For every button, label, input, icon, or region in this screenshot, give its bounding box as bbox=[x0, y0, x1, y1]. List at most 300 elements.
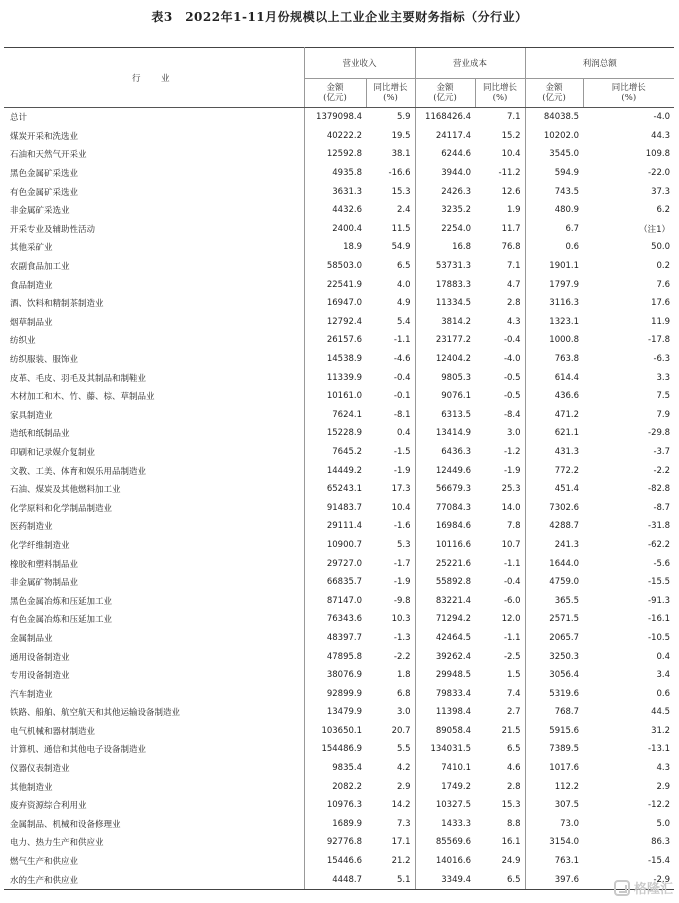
revenue-growth: 5.3 bbox=[396, 539, 411, 550]
header-row-sections bbox=[4, 48, 674, 79]
cost-amount: 23177.2 bbox=[415, 331, 475, 350]
cost-amount: 24117.4 bbox=[415, 127, 475, 146]
revenue-amount: 15228.9 bbox=[326, 428, 362, 439]
cost-growth: -1.2 bbox=[503, 446, 521, 457]
industry-name: 家具制造业 bbox=[4, 406, 304, 425]
revenue-amount: 11339.9 bbox=[326, 372, 362, 383]
cost-growth: -1.9 bbox=[503, 465, 521, 476]
table-row bbox=[4, 350, 674, 369]
industry-name: 皮革、毛皮、羽毛及其制品和制鞋业 bbox=[4, 368, 304, 387]
revenue-growth: 1.8 bbox=[396, 670, 411, 681]
profit-growth: -4.0 bbox=[653, 112, 671, 123]
revenue-amount: 3631.3 bbox=[332, 186, 362, 197]
cost-amount: 55892.8 bbox=[415, 573, 475, 592]
industry-name: 印刷和记录媒介复制业 bbox=[4, 443, 304, 462]
cost-growth: 2.8 bbox=[507, 781, 521, 792]
table-row bbox=[4, 759, 674, 778]
cost-growth: 4.7 bbox=[507, 279, 521, 290]
profit-amount: 763.8 bbox=[525, 350, 583, 369]
table-row bbox=[4, 684, 674, 703]
profit-amount: 4288.7 bbox=[525, 517, 583, 536]
section-header-revenue: 营业收入 bbox=[304, 48, 415, 79]
profit-amount: 3116.3 bbox=[525, 294, 583, 313]
profit-amount: 84038.5 bbox=[525, 108, 583, 127]
profit-amount: 3250.3 bbox=[525, 647, 583, 666]
profit-amount: 365.5 bbox=[525, 591, 583, 610]
profit-growth: 31.2 bbox=[651, 725, 671, 736]
profit-growth: -3.7 bbox=[653, 446, 671, 457]
cost-amount: 6313.5 bbox=[415, 406, 475, 425]
revenue-amount: 10976.3 bbox=[326, 800, 362, 811]
revenue-amount: 29727.0 bbox=[326, 558, 362, 569]
industry-name: 汽车制造业 bbox=[4, 684, 304, 703]
cost-growth: 6.5 bbox=[507, 744, 521, 755]
cost-amount: 6244.6 bbox=[415, 145, 475, 164]
cost-amount: 9076.1 bbox=[415, 387, 475, 406]
cost-growth: 6.5 bbox=[475, 870, 525, 889]
revenue-growth: 14.2 bbox=[391, 800, 411, 811]
revenue-growth: 2.4 bbox=[396, 205, 411, 216]
revenue-growth: 5.1 bbox=[366, 870, 415, 889]
industry-name: 橡胶和塑料制品业 bbox=[4, 554, 304, 573]
cost-growth: -0.4 bbox=[503, 335, 521, 346]
gelonghui-logo-icon bbox=[614, 880, 630, 896]
profit-amount: 2571.5 bbox=[525, 610, 583, 629]
revenue-amount: 15446.6 bbox=[326, 856, 362, 867]
profit-growth: -5.6 bbox=[653, 558, 671, 569]
cost-amount: 12449.6 bbox=[415, 461, 475, 480]
industry-name: 金属制品、机械和设备修理业 bbox=[4, 815, 304, 834]
profit-growth: -82.8 bbox=[648, 484, 671, 495]
table-row bbox=[4, 368, 674, 387]
section-header-cost: 营业成本 bbox=[415, 48, 525, 79]
table-row bbox=[4, 275, 674, 294]
table-row bbox=[4, 498, 674, 517]
profit-amount: 3545.0 bbox=[525, 145, 583, 164]
cost-amount: 89058.4 bbox=[415, 722, 475, 741]
cost-amount: 13414.9 bbox=[415, 424, 475, 443]
revenue-amount: 48397.7 bbox=[326, 632, 362, 643]
revenue-growth: -1.6 bbox=[393, 521, 411, 532]
revenue-growth: 20.7 bbox=[391, 725, 411, 736]
industry-name: 仪器仪表制造业 bbox=[4, 759, 304, 778]
table-row bbox=[4, 554, 674, 573]
profit-amount: 2065.7 bbox=[525, 629, 583, 648]
revenue-amount: 47895.8 bbox=[326, 651, 362, 662]
revenue-growth: -1.9 bbox=[393, 577, 411, 588]
revenue-growth: -8.1 bbox=[393, 409, 411, 420]
table-row bbox=[4, 852, 674, 871]
revenue-growth: 4.2 bbox=[396, 763, 411, 774]
table-row bbox=[4, 815, 674, 834]
profit-growth: 5.0 bbox=[656, 818, 671, 829]
cost-amount: 3235.2 bbox=[415, 201, 475, 220]
revenue-amount: 7624.1 bbox=[332, 409, 362, 420]
industry-name: 造纸和纸制品业 bbox=[4, 424, 304, 443]
table-row bbox=[4, 461, 674, 480]
profit-amount: 112.2 bbox=[525, 777, 583, 796]
revenue-amount: 7645.2 bbox=[332, 446, 362, 457]
watermark bbox=[614, 878, 673, 897]
industry-name: 水的生产和供应业 bbox=[4, 870, 304, 889]
revenue-amount: 76343.6 bbox=[326, 614, 362, 625]
revenue-amount: 12592.8 bbox=[326, 149, 362, 160]
revenue-amount: 40222.2 bbox=[326, 130, 362, 141]
cost-growth: 21.5 bbox=[501, 725, 521, 736]
growth-header: 同比增长 (%) bbox=[366, 79, 415, 108]
profit-growth: 0.2 bbox=[656, 261, 671, 272]
industry-name: 铁路、船舶、航空航天和其他运输设备制造业 bbox=[4, 703, 304, 722]
table-row bbox=[4, 406, 674, 425]
table-body bbox=[4, 108, 674, 890]
revenue-growth: 4.0 bbox=[396, 279, 411, 290]
cost-amount: 1433.3 bbox=[415, 815, 475, 834]
profit-amount: 436.6 bbox=[525, 387, 583, 406]
cost-growth: 25.3 bbox=[501, 484, 521, 495]
profit-amount: 772.2 bbox=[525, 461, 583, 480]
profit-growth: -10.5 bbox=[648, 632, 671, 643]
profit-growth: -2.2 bbox=[653, 465, 671, 476]
revenue-growth: -0.4 bbox=[393, 372, 411, 383]
cost-amount: 10116.6 bbox=[415, 536, 475, 555]
revenue-amount: 14449.2 bbox=[326, 465, 362, 476]
revenue-growth: 4.9 bbox=[396, 298, 411, 309]
revenue-amount: 18.9 bbox=[343, 242, 362, 253]
cost-growth: -1.1 bbox=[503, 558, 521, 569]
profit-amount: 73.0 bbox=[525, 815, 583, 834]
profit-amount: 1901.1 bbox=[525, 257, 583, 276]
profit-amount: 3154.0 bbox=[525, 833, 583, 852]
cost-growth: 14.0 bbox=[501, 502, 521, 513]
revenue-amount: 2400.4 bbox=[332, 223, 362, 234]
cost-amount: 10327.5 bbox=[415, 796, 475, 815]
cost-growth: 76.8 bbox=[501, 242, 521, 253]
amount-header: 金额 (亿元) bbox=[415, 79, 475, 108]
revenue-amount: 92776.8 bbox=[326, 837, 362, 848]
table-row bbox=[4, 703, 674, 722]
industry-name: 医药制造业 bbox=[4, 517, 304, 536]
section-header-profit: 利润总额 bbox=[525, 48, 674, 79]
profit-growth: 44.5 bbox=[651, 707, 671, 718]
industry-name: 专用设备制造业 bbox=[4, 666, 304, 685]
profit-growth: 4.3 bbox=[656, 763, 671, 774]
industry-name: 石油、煤炭及其他燃料加工业 bbox=[4, 480, 304, 499]
industry-name: 通用设备制造业 bbox=[4, 647, 304, 666]
revenue-growth: 10.4 bbox=[391, 502, 411, 513]
profit-amount: 5319.6 bbox=[525, 684, 583, 703]
profit-growth: -12.2 bbox=[648, 800, 671, 811]
table-row bbox=[4, 127, 674, 146]
industry-name: 食品制造业 bbox=[4, 275, 304, 294]
cost-growth: -0.5 bbox=[503, 391, 521, 402]
profit-growth: -17.8 bbox=[648, 335, 671, 346]
revenue-amount: 2082.2 bbox=[332, 781, 362, 792]
industry-name: 电力、热力生产和供应业 bbox=[4, 833, 304, 852]
cost-amount: 71294.2 bbox=[415, 610, 475, 629]
cost-amount: 3944.0 bbox=[415, 164, 475, 183]
cost-growth: -8.4 bbox=[503, 409, 521, 420]
profit-growth: 86.3 bbox=[651, 837, 671, 848]
cost-amount: 83221.4 bbox=[415, 591, 475, 610]
profit-growth: 0.4 bbox=[656, 651, 671, 662]
table-row bbox=[4, 480, 674, 499]
revenue-growth: 11.5 bbox=[391, 223, 411, 234]
industry-name: 烟草制品业 bbox=[4, 313, 304, 332]
cost-growth: 7.8 bbox=[507, 521, 521, 532]
profit-amount: 6.7 bbox=[525, 220, 583, 239]
growth-header: 同比增长 (%) bbox=[475, 79, 525, 108]
cost-amount: 79833.4 bbox=[415, 684, 475, 703]
revenue-amount: 9835.4 bbox=[332, 763, 362, 774]
profit-amount: 1000.8 bbox=[525, 331, 583, 350]
cost-growth: 12.6 bbox=[501, 186, 521, 197]
cost-amount: 25221.6 bbox=[415, 554, 475, 573]
cost-amount: 42464.5 bbox=[415, 629, 475, 648]
industry-name: 非金属矿物制品业 bbox=[4, 573, 304, 592]
cost-amount: 77084.3 bbox=[415, 498, 475, 517]
cost-amount: 134031.5 bbox=[415, 740, 475, 759]
profit-amount: 4759.0 bbox=[525, 573, 583, 592]
cost-amount: 53731.3 bbox=[415, 257, 475, 276]
industry-name: 黑色金属冶炼和压延加工业 bbox=[4, 591, 304, 610]
revenue-growth: 5.9 bbox=[396, 112, 411, 123]
revenue-growth: 3.0 bbox=[396, 707, 411, 718]
cost-growth: -0.4 bbox=[503, 577, 521, 588]
cost-growth: 7.4 bbox=[507, 688, 521, 699]
cost-growth: 8.8 bbox=[507, 818, 521, 829]
cost-growth: 24.9 bbox=[501, 856, 521, 867]
cost-growth: 15.3 bbox=[501, 800, 521, 811]
cost-amount: 2426.3 bbox=[415, 182, 475, 201]
revenue-amount: 4432.6 bbox=[332, 205, 362, 216]
watermark-text: 格隆汇 bbox=[633, 882, 673, 897]
profit-amount: 1644.0 bbox=[525, 554, 583, 573]
cost-amount: 12404.2 bbox=[415, 350, 475, 369]
table-row bbox=[4, 331, 674, 350]
cost-amount: 3814.2 bbox=[415, 313, 475, 332]
industry-header: 行 业 bbox=[4, 48, 304, 108]
revenue-growth: 7.3 bbox=[396, 818, 411, 829]
revenue-growth: -1.7 bbox=[393, 558, 411, 569]
profit-amount: 10202.0 bbox=[525, 127, 583, 146]
table-row bbox=[4, 647, 674, 666]
profit-amount: 3056.4 bbox=[525, 666, 583, 685]
cost-amount: 29948.5 bbox=[415, 666, 475, 685]
table-row bbox=[4, 238, 674, 257]
table-row bbox=[4, 220, 674, 239]
table-row bbox=[4, 870, 674, 889]
cost-growth: -1.1 bbox=[503, 632, 521, 643]
table-row bbox=[4, 294, 674, 313]
revenue-amount: 92899.9 bbox=[326, 688, 362, 699]
profit-growth: 3.3 bbox=[656, 372, 671, 383]
table-row bbox=[4, 108, 674, 127]
revenue-amount: 38076.9 bbox=[326, 670, 362, 681]
profit-amount: 471.2 bbox=[525, 406, 583, 425]
revenue-amount: 4448.7 bbox=[304, 870, 366, 889]
profit-growth: （注1） bbox=[639, 224, 671, 235]
industry-name: 总计 bbox=[4, 108, 304, 127]
industry-name: 计算机、通信和其他电子设备制造业 bbox=[4, 740, 304, 759]
cost-growth: 3.0 bbox=[507, 428, 521, 439]
industry-name: 煤炭开采和洗选业 bbox=[4, 127, 304, 146]
profit-amount: 7302.6 bbox=[525, 498, 583, 517]
industry-name: 电气机械和器材制造业 bbox=[4, 722, 304, 741]
industry-name: 有色金属冶炼和压延加工业 bbox=[4, 610, 304, 629]
revenue-growth: -0.1 bbox=[393, 391, 411, 402]
table-row bbox=[4, 517, 674, 536]
table-row bbox=[4, 536, 674, 555]
revenue-amount: 10900.7 bbox=[326, 539, 362, 550]
cost-amount: 16.8 bbox=[415, 238, 475, 257]
growth-header: 同比增长 (%) bbox=[583, 79, 674, 108]
revenue-growth: 6.8 bbox=[396, 688, 411, 699]
table-row bbox=[4, 833, 674, 852]
profit-amount: 1797.9 bbox=[525, 275, 583, 294]
profit-growth: 7.6 bbox=[656, 279, 671, 290]
revenue-amount: 13479.9 bbox=[326, 707, 362, 718]
revenue-growth: 5.5 bbox=[396, 744, 411, 755]
profit-growth: 2.9 bbox=[656, 781, 671, 792]
table-row bbox=[4, 313, 674, 332]
industry-name: 燃气生产和供应业 bbox=[4, 852, 304, 871]
revenue-growth: 6.5 bbox=[396, 261, 411, 272]
profit-growth: -15.4 bbox=[648, 856, 671, 867]
cost-amount: 85569.6 bbox=[415, 833, 475, 852]
revenue-growth: -1.5 bbox=[393, 446, 411, 457]
table-row bbox=[4, 387, 674, 406]
revenue-amount: 1689.9 bbox=[332, 818, 362, 829]
profit-amount: 0.6 bbox=[525, 238, 583, 257]
financial-indicators-table bbox=[4, 47, 674, 890]
revenue-amount: 91483.7 bbox=[326, 502, 362, 513]
industry-name: 纺织服装、服饰业 bbox=[4, 350, 304, 369]
revenue-amount: 154486.9 bbox=[321, 744, 362, 755]
industry-name: 木材加工和木、竹、藤、棕、草制品业 bbox=[4, 387, 304, 406]
revenue-growth: 17.1 bbox=[391, 837, 411, 848]
cost-growth: 10.7 bbox=[501, 539, 521, 550]
profit-growth: -62.2 bbox=[648, 539, 671, 550]
profit-amount: 743.5 bbox=[525, 182, 583, 201]
profit-amount: 614.4 bbox=[525, 368, 583, 387]
profit-growth: 6.2 bbox=[656, 205, 671, 216]
revenue-growth: -1.9 bbox=[393, 465, 411, 476]
industry-name: 金属制品业 bbox=[4, 629, 304, 648]
profit-growth: 3.4 bbox=[656, 670, 671, 681]
cost-amount: 3349.4 bbox=[415, 870, 475, 889]
revenue-growth: -4.6 bbox=[393, 354, 411, 365]
profit-growth: -2.9 bbox=[583, 870, 674, 889]
profit-growth: 0.6 bbox=[656, 688, 671, 699]
revenue-amount: 29111.4 bbox=[326, 521, 362, 532]
industry-name: 其他制造业 bbox=[4, 777, 304, 796]
revenue-amount: 16947.0 bbox=[326, 298, 362, 309]
table-row bbox=[4, 443, 674, 462]
industry-name: 酒、饮料和精制茶制造业 bbox=[4, 294, 304, 313]
cost-growth: 1.9 bbox=[507, 205, 521, 216]
table-row bbox=[4, 257, 674, 276]
industry-name: 石油和天然气开采业 bbox=[4, 145, 304, 164]
industry-name: 其他采矿业 bbox=[4, 238, 304, 257]
table-row bbox=[4, 796, 674, 815]
revenue-amount: 65243.1 bbox=[326, 484, 362, 495]
cost-growth: -0.5 bbox=[503, 372, 521, 383]
cost-amount: 56679.3 bbox=[415, 480, 475, 499]
industry-name: 纺织业 bbox=[4, 331, 304, 350]
cost-growth: -11.2 bbox=[498, 168, 521, 179]
amount-header: 金额 (亿元) bbox=[304, 79, 366, 108]
profit-amount: 1323.1 bbox=[525, 313, 583, 332]
revenue-growth: -1.3 bbox=[393, 632, 411, 643]
cost-growth: 15.2 bbox=[501, 130, 521, 141]
profit-growth: -29.8 bbox=[648, 428, 671, 439]
profit-growth: -31.8 bbox=[648, 521, 671, 532]
industry-name: 化学原料和化学制品制造业 bbox=[4, 498, 304, 517]
cost-growth: 1.5 bbox=[507, 670, 521, 681]
cost-amount: 9805.3 bbox=[415, 368, 475, 387]
revenue-amount: 103650.1 bbox=[321, 725, 362, 736]
revenue-growth: -2.2 bbox=[393, 651, 411, 662]
profit-growth: -91.3 bbox=[648, 595, 671, 606]
profit-growth: -15.5 bbox=[648, 577, 671, 588]
revenue-growth: 5.4 bbox=[396, 316, 411, 327]
cost-growth: -2.5 bbox=[503, 651, 521, 662]
table-row bbox=[4, 424, 674, 443]
revenue-growth: 2.9 bbox=[396, 781, 411, 792]
table-row bbox=[4, 164, 674, 183]
profit-amount: 241.3 bbox=[525, 536, 583, 555]
profit-growth: 7.5 bbox=[656, 391, 671, 402]
cost-amount: 17883.3 bbox=[415, 275, 475, 294]
profit-growth: -6.3 bbox=[653, 354, 671, 365]
cost-growth: 11.7 bbox=[501, 223, 521, 234]
profit-growth: -8.7 bbox=[653, 502, 671, 513]
cost-growth: 2.8 bbox=[507, 298, 521, 309]
revenue-growth: 0.4 bbox=[396, 428, 411, 439]
cost-amount: 7410.1 bbox=[415, 759, 475, 778]
profit-growth: 50.0 bbox=[651, 242, 671, 253]
industry-name: 开采专业及辅助性活动 bbox=[4, 220, 304, 239]
revenue-amount: 1379098.4 bbox=[316, 112, 362, 123]
table-row bbox=[4, 777, 674, 796]
cost-growth: 7.1 bbox=[507, 261, 521, 272]
revenue-growth: 17.3 bbox=[391, 484, 411, 495]
profit-growth: 37.3 bbox=[651, 186, 671, 197]
cost-amount: 6436.3 bbox=[415, 443, 475, 462]
cost-amount: 14016.6 bbox=[415, 852, 475, 871]
cost-growth: -4.0 bbox=[503, 354, 521, 365]
cost-growth: 12.0 bbox=[501, 614, 521, 625]
cost-growth: 4.3 bbox=[507, 316, 521, 327]
revenue-amount: 12792.4 bbox=[326, 316, 362, 327]
revenue-amount: 26157.6 bbox=[326, 335, 362, 346]
cost-amount: 2254.0 bbox=[415, 220, 475, 239]
industry-name: 文教、工美、体育和娱乐用品制造业 bbox=[4, 461, 304, 480]
profit-amount: 307.5 bbox=[525, 796, 583, 815]
profit-amount: 451.4 bbox=[525, 480, 583, 499]
cost-growth: 7.1 bbox=[507, 112, 521, 123]
profit-growth: 17.6 bbox=[651, 298, 671, 309]
cost-growth: -6.0 bbox=[503, 595, 521, 606]
profit-amount: 1017.6 bbox=[525, 759, 583, 778]
profit-amount: 768.7 bbox=[525, 703, 583, 722]
industry-name: 有色金属矿采选业 bbox=[4, 182, 304, 201]
table-row bbox=[4, 610, 674, 629]
cost-growth: 10.4 bbox=[501, 149, 521, 160]
cost-amount: 11334.5 bbox=[415, 294, 475, 313]
industry-name: 化学纤维制造业 bbox=[4, 536, 304, 555]
cost-amount: 16984.6 bbox=[415, 517, 475, 536]
